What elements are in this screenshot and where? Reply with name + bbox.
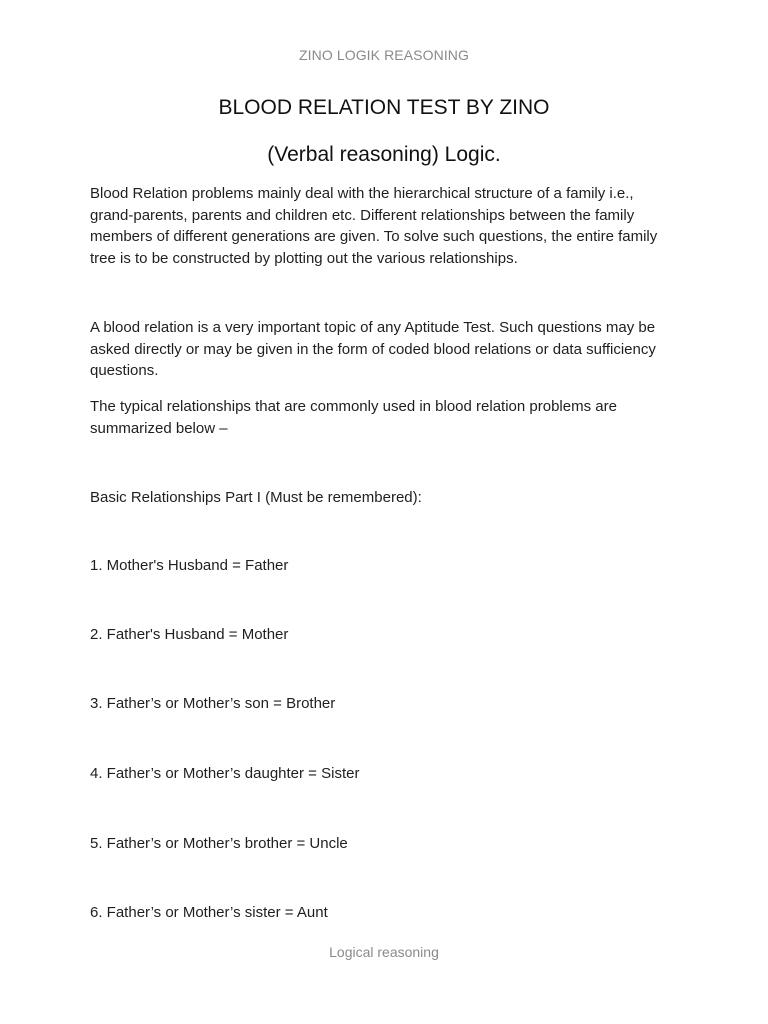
document-title: BLOOD RELATION TEST BY ZINO	[218, 96, 550, 119]
list-item: 1. Mother's Husband = Father	[90, 557, 289, 574]
intro-paragraph: Blood Relation problems mainly deal with the hierarchical structure of a family i.e., grand-parents, parents and children etc. Different relationships between the family members of different generations are given. To solve such questions, the entire family tree is to be constructed by plotting out the various relationships.	[90, 185, 658, 267]
list-item: 5. Father’s or Mother’s brother = Uncle	[90, 835, 348, 852]
importance-paragraph: A blood relation is a very important topic of any Aptitude Test. Such questions may be asked directly or may be given in the form of coded blood relations or data sufficiency questions.	[90, 319, 656, 379]
summary-paragraph: The typical relationships that are commonly used in blood relation problems are summarized below –	[90, 398, 617, 437]
page-footer: Logical reasoning	[329, 944, 439, 960]
page-header: ZINO LOGIK REASONING	[298, 47, 470, 63]
section-label: Basic Relationships Part I (Must be remembered):	[90, 489, 422, 506]
list-item: 3. Father’s or Mother’s son = Brother	[90, 695, 336, 712]
list-item: 6. Father’s or Mother’s sister = Aunt	[90, 904, 328, 921]
list-item: 2. Father's Husband = Mother	[90, 626, 289, 643]
document-subtitle: (Verbal reasoning) Logic.	[267, 143, 501, 166]
list-item: 4. Father’s or Mother’s daughter = Sister	[90, 765, 360, 782]
